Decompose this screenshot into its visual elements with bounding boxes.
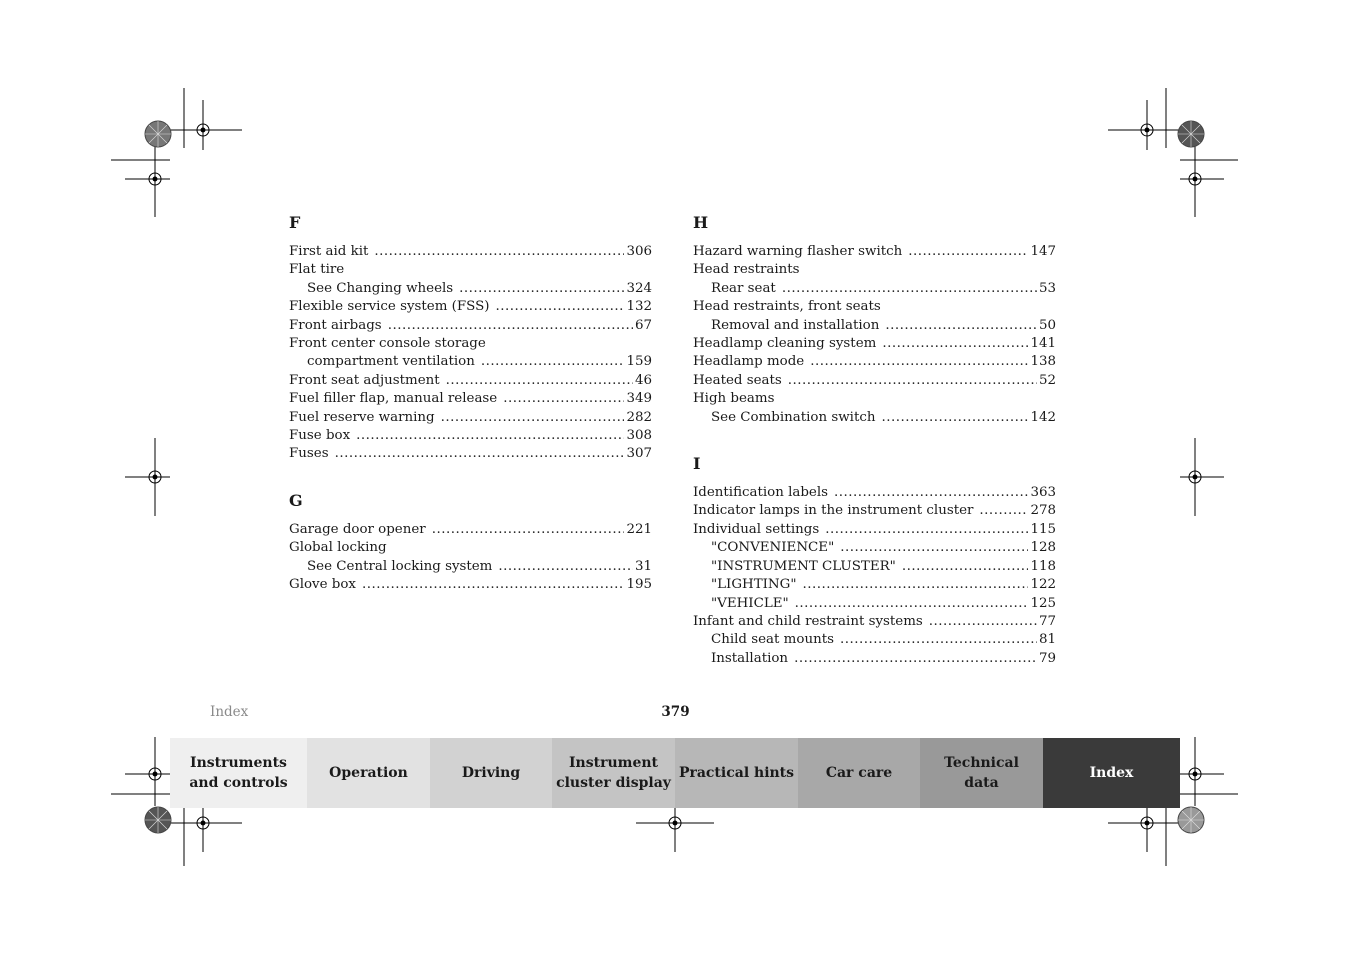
entry-page-number[interactable]: 349 (626, 391, 652, 407)
entry-label: "VEHICLE" (711, 595, 789, 611)
index-entry (693, 390, 1056, 408)
dot-leader (356, 427, 624, 445)
tab-index[interactable] (1043, 738, 1180, 808)
index-entry[interactable] (289, 280, 652, 298)
entry-label: High beams (693, 391, 775, 407)
entry-label: Individual settings (693, 521, 820, 537)
entry-label: Child seat mounts (711, 632, 834, 648)
entry-label: Front airbags (289, 317, 382, 333)
tab-label: Instrument cluster display (556, 755, 671, 791)
entry-label: "INSTRUMENT CLUSTER" (711, 558, 896, 574)
index-entry[interactable] (289, 317, 652, 335)
dot-leader (446, 372, 633, 390)
entry-label: Fuel reserve warning (289, 409, 435, 425)
entry-page-number[interactable]: 53 (1038, 280, 1056, 296)
index-entry[interactable] (693, 243, 1056, 261)
entry-page-number[interactable]: 115 (1030, 521, 1056, 537)
index-entry[interactable] (693, 558, 1056, 576)
tab-instrument-cluster-display[interactable] (552, 738, 675, 808)
entry-label: Global locking (289, 540, 387, 556)
entry-label: Fuel filler flap, manual release (289, 391, 498, 407)
dot-leader (459, 280, 624, 298)
entry-label: Heated seats (693, 372, 782, 388)
index-entry[interactable] (289, 521, 652, 539)
index-entry[interactable] (693, 317, 1056, 335)
entry-label: Headlamp cleaning system (693, 336, 877, 352)
index-section (289, 490, 652, 595)
dot-leader (788, 372, 1037, 390)
index-entry[interactable] (693, 280, 1056, 298)
index-entry[interactable] (289, 576, 652, 594)
dot-leader (794, 650, 1037, 668)
index-entry (693, 298, 1056, 316)
index-entry[interactable] (693, 353, 1056, 371)
chapter-tab-bar (170, 738, 1180, 808)
index-entry[interactable] (289, 558, 652, 576)
page-number: 379 (661, 704, 690, 720)
tab-practical-hints[interactable] (675, 738, 798, 808)
entry-page-number[interactable]: 132 (626, 299, 652, 315)
dot-leader (496, 298, 625, 316)
dot-leader (881, 409, 1028, 427)
entry-page-number[interactable]: 67 (634, 317, 652, 333)
tab-car-care[interactable] (798, 738, 920, 808)
index-entry[interactable] (289, 390, 652, 408)
dot-leader (840, 631, 1037, 649)
entry-page-number[interactable]: 363 (1030, 485, 1056, 501)
tab-label: Operation (329, 765, 408, 781)
entry-page-number[interactable]: 46 (634, 372, 652, 388)
tab-instruments-and-controls[interactable] (170, 738, 307, 808)
section-letter: I (693, 454, 701, 474)
entry-label: Rear seat (711, 280, 776, 296)
entry-page-number[interactable]: 125 (1030, 595, 1056, 611)
entry-page-number[interactable]: 324 (626, 280, 652, 296)
dot-leader (834, 484, 1028, 502)
dot-leader (503, 390, 624, 408)
tab-label: Index (1089, 765, 1134, 781)
entry-page-number[interactable]: 195 (626, 577, 652, 593)
entry-label: Infant and child restraint systems (693, 613, 923, 629)
entry-page-number[interactable]: 122 (1030, 577, 1056, 593)
index-entry[interactable] (693, 631, 1056, 649)
entry-page-number[interactable]: 159 (626, 354, 652, 370)
tab-label: Car care (825, 765, 893, 781)
entry-label: First aid kit (289, 244, 369, 259)
section-letter: F (289, 213, 301, 232)
entry-label: Identification labels (693, 485, 829, 501)
entry-page-number[interactable]: 50 (1038, 317, 1056, 333)
tab-technical-data[interactable] (920, 738, 1043, 808)
index-section (289, 212, 652, 464)
index-entry[interactable] (693, 576, 1056, 594)
dot-leader (432, 521, 625, 539)
entry-label: Installation (711, 650, 789, 666)
dot-leader (979, 502, 1028, 520)
dot-leader (840, 539, 1028, 557)
index-section (693, 453, 1056, 668)
entry-page-number[interactable]: 282 (626, 409, 652, 425)
index-entry[interactable] (693, 409, 1056, 427)
section-letter: H (693, 213, 709, 232)
entry-label: Glove box (289, 577, 356, 593)
tab-driving[interactable] (430, 738, 552, 808)
entry-page-number[interactable]: 77 (1038, 613, 1056, 629)
index-entry[interactable] (693, 595, 1056, 613)
dot-leader (885, 317, 1037, 335)
index-section (693, 212, 1056, 427)
index-entry (693, 261, 1056, 279)
entry-page-number[interactable]: 307 (626, 446, 652, 462)
entry-page-number[interactable]: 221 (626, 521, 652, 537)
tab-label: Instruments and controls (189, 755, 288, 791)
dot-leader (362, 576, 624, 594)
dot-leader (810, 353, 1028, 371)
footer-section-label: Index (210, 704, 249, 720)
entry-page-number[interactable]: 81 (1038, 632, 1056, 648)
index-entry[interactable] (693, 650, 1056, 668)
dot-leader (908, 243, 1028, 261)
dot-leader (441, 409, 625, 427)
index-entry[interactable] (693, 539, 1056, 557)
dot-leader (825, 521, 1028, 539)
entry-page-number[interactable]: 128 (1030, 540, 1056, 556)
entry-label: Removal and installation (711, 317, 880, 333)
entry-label: Garage door opener (289, 521, 426, 537)
entry-label: compartment ventilation (307, 354, 475, 370)
entry-page-number[interactable]: 31 (634, 558, 652, 574)
index-entry (289, 261, 652, 279)
index-entry[interactable] (289, 353, 652, 371)
entry-label: Flexible service system (FSS) (289, 299, 490, 315)
index-entry[interactable] (693, 613, 1056, 631)
dot-leader (795, 595, 1029, 613)
index-entry[interactable] (693, 484, 1056, 502)
index-entry[interactable] (289, 298, 652, 316)
entry-label: Head restraints (693, 262, 800, 278)
entry-label: Front seat adjustment (289, 372, 440, 388)
index-entry[interactable] (289, 409, 652, 427)
index-entry[interactable] (693, 521, 1056, 539)
entry-label: "CONVENIENCE" (711, 540, 835, 556)
entry-label: Indicator lamps in the instrument cluster (693, 503, 974, 519)
dot-leader (929, 613, 1037, 631)
entry-label: See Changing wheels (307, 280, 454, 296)
entry-page-number[interactable]: 79 (1038, 650, 1056, 666)
tab-label: Technical data (944, 755, 1019, 791)
index-column-right (693, 212, 1056, 694)
entry-label: "LIGHTING" (711, 577, 797, 593)
index-entry[interactable] (693, 372, 1056, 390)
entry-label: Head restraints, front seats (693, 299, 881, 315)
index-entry (289, 335, 652, 353)
entry-label: Front center console storage (289, 336, 486, 352)
entry-label: Fuse box (289, 428, 351, 444)
entry-label: Hazard warning flasher switch (693, 244, 903, 259)
index-entry[interactable] (693, 502, 1056, 520)
entry-label: Flat tire (289, 262, 345, 278)
index-entry[interactable] (289, 445, 652, 463)
entry-page-number[interactable]: 306 (626, 244, 652, 259)
dot-leader (902, 558, 1029, 576)
index-column-left (289, 212, 652, 621)
dot-leader (498, 558, 633, 576)
dot-leader (882, 335, 1028, 353)
entry-page-number[interactable]: 147 (1030, 244, 1056, 259)
dot-leader (782, 280, 1037, 298)
dot-leader (803, 576, 1029, 594)
entry-label: Headlamp mode (693, 354, 805, 370)
section-letter: G (289, 490, 303, 510)
entry-page-number[interactable]: 142 (1030, 409, 1056, 425)
entry-label: See Combination switch (711, 409, 876, 425)
index-entry[interactable] (289, 372, 652, 390)
index-entry[interactable] (289, 243, 652, 261)
entry-page-number[interactable]: 308 (626, 428, 652, 444)
index-entry[interactable] (693, 335, 1056, 353)
entry-page-number[interactable]: 138 (1030, 354, 1056, 370)
entry-page-number[interactable]: 52 (1038, 372, 1056, 388)
entry-page-number[interactable]: 141 (1030, 336, 1056, 352)
tab-label: Driving (461, 765, 521, 781)
tab-operation[interactable] (307, 738, 430, 808)
dot-leader (388, 317, 633, 335)
dot-leader (481, 353, 625, 371)
entry-page-number[interactable]: 118 (1030, 558, 1056, 574)
dot-leader (374, 243, 624, 261)
index-entry (289, 539, 652, 557)
dot-leader (335, 445, 625, 463)
tab-label: Practical hints (678, 765, 795, 781)
entry-label: Fuses (289, 446, 329, 462)
entry-page-number[interactable]: 278 (1030, 503, 1056, 519)
entry-label: See Central locking system (307, 558, 493, 574)
index-entry[interactable] (289, 427, 652, 445)
